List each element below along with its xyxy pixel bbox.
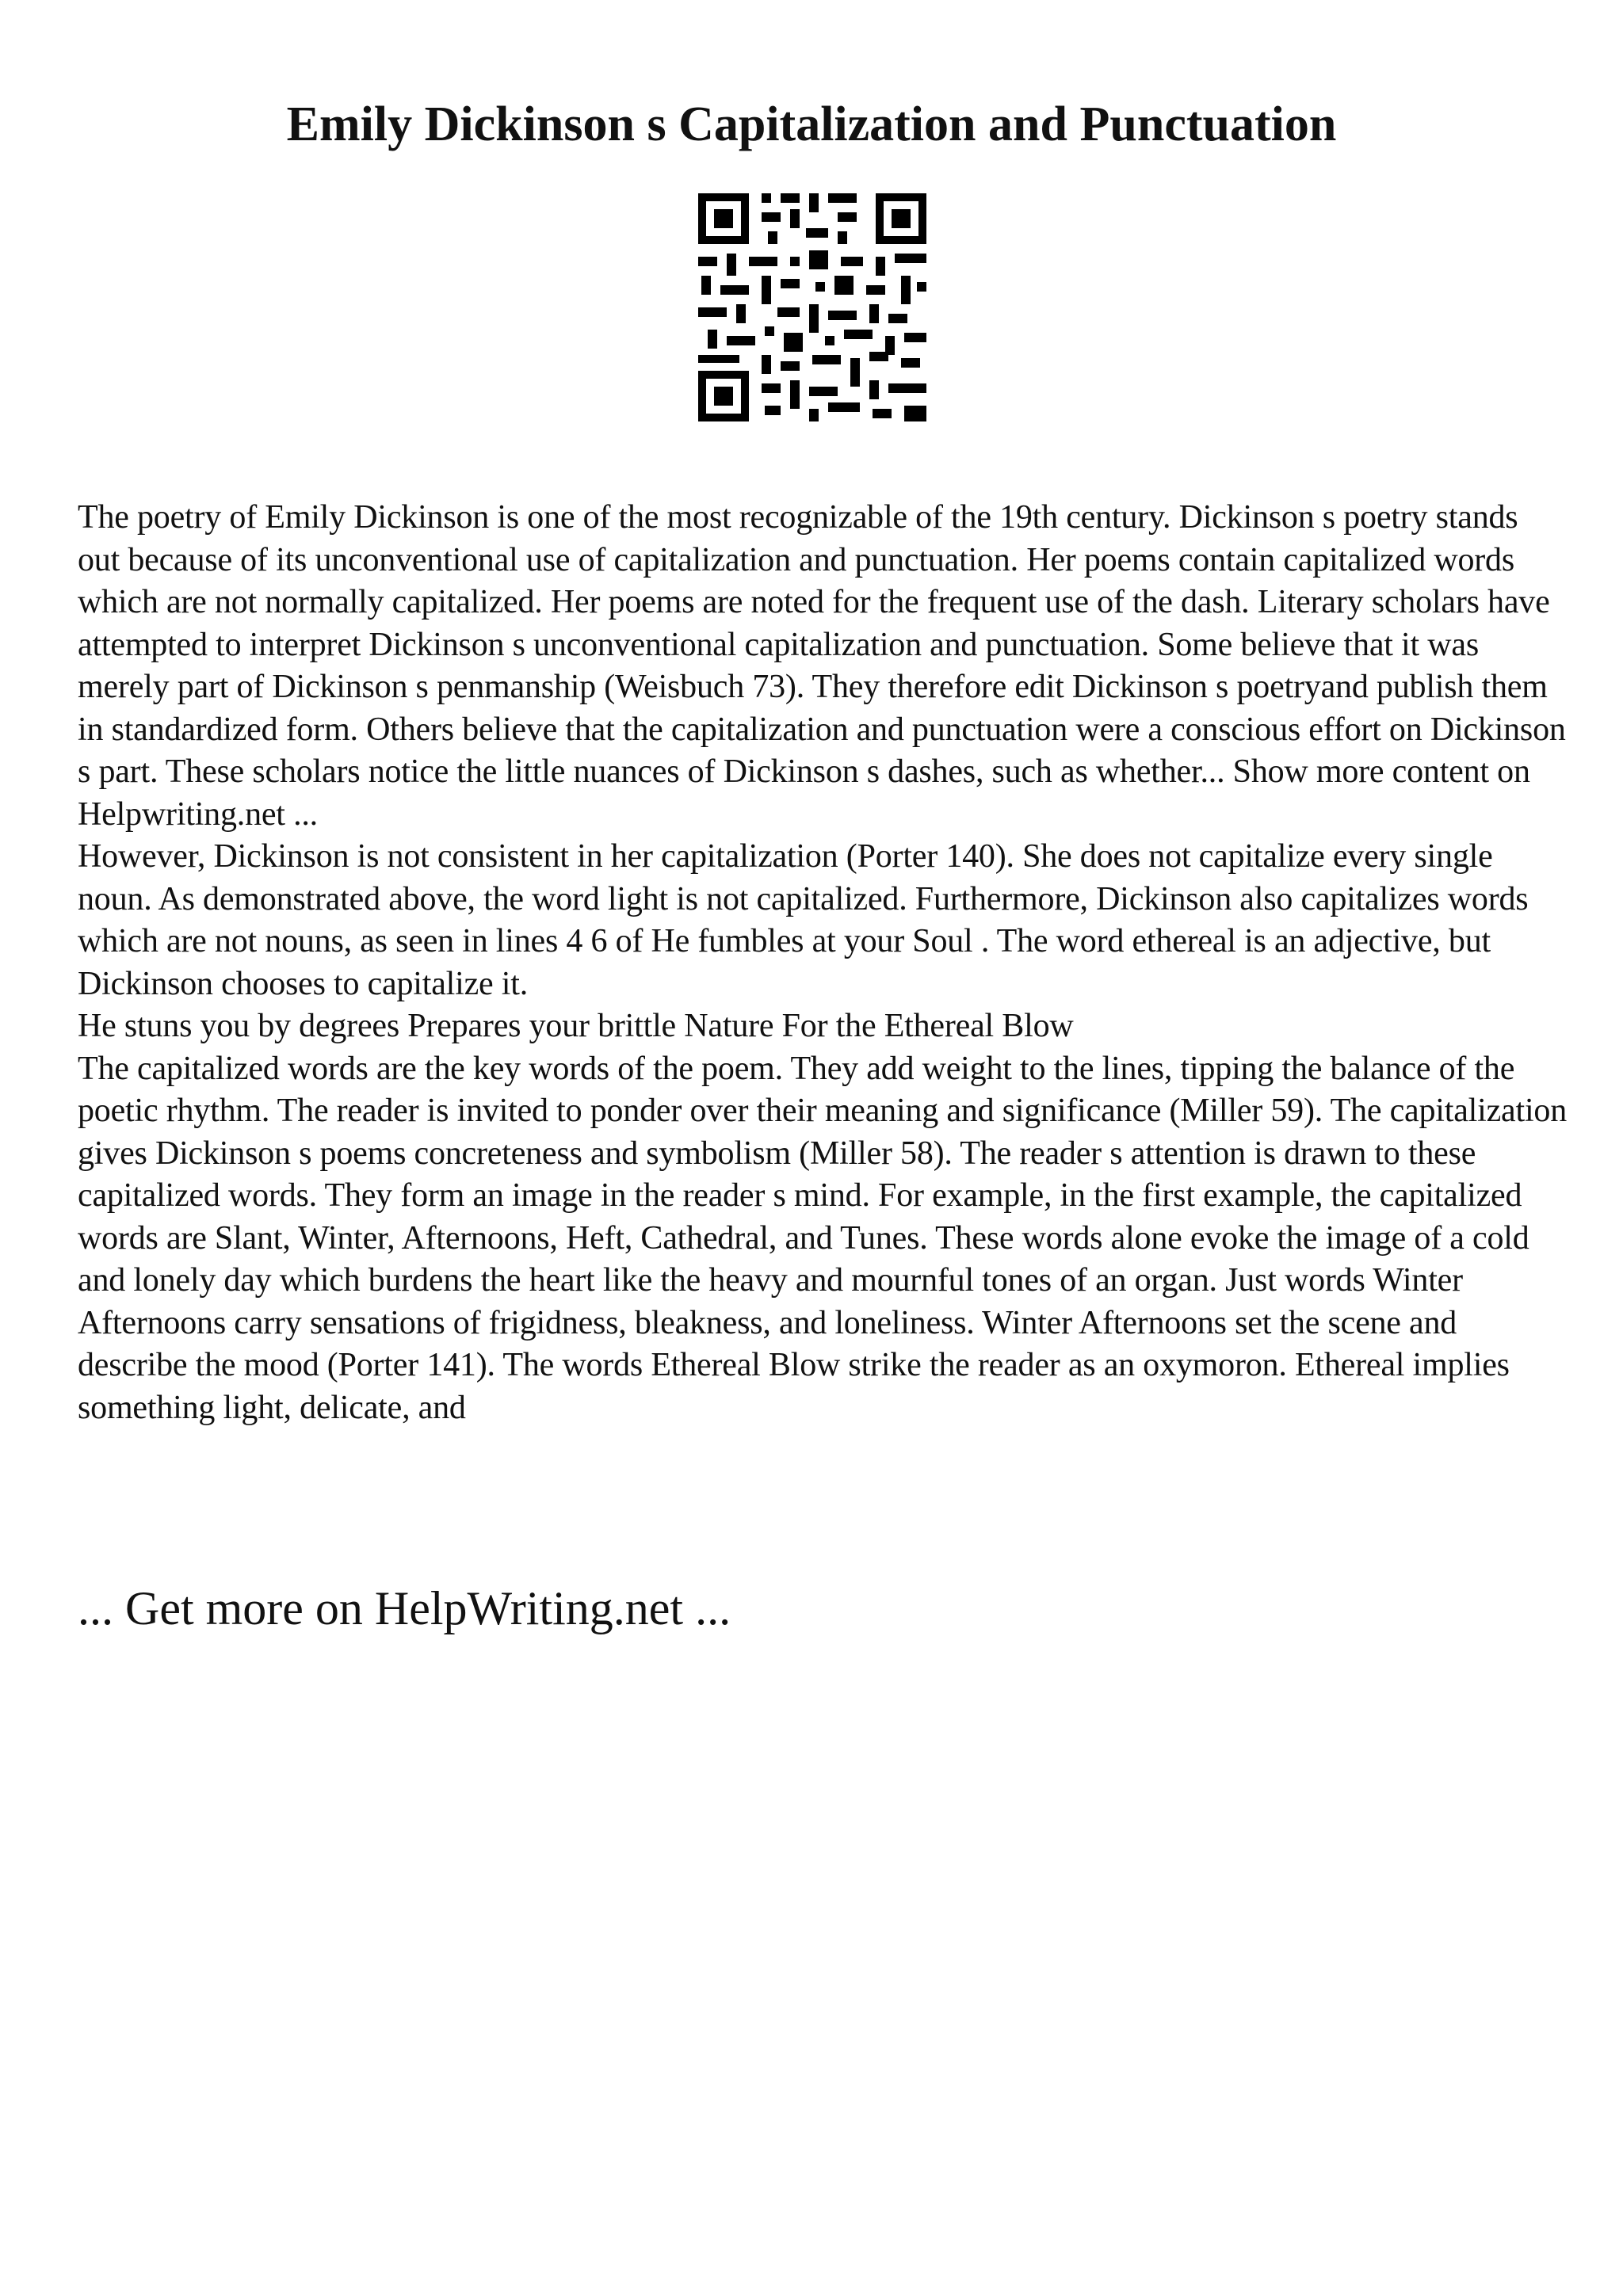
qr-code-icon [692,187,933,428]
document-body [78,497,1568,1429]
paragraph-consistency: However, Dickinson is not consistent in her capitalization (Porter 140). She does not capitalize every single noun. As demonstrated above, the word light is not capitalized. Furthermore, Dickinson also capitalizes words which are not nouns, as seen in lines 4 6 of He fumbles at your Soul . The word ethereal is an adjective, but Dickinson chooses to capitalize it. [78,838,1529,1002]
paragraph-intro: The poetry of Emily Dickinson is one of the most recognizable of the 19th century. Dickinson s poetry stands out because of its unconventional use of capitalization and punctuation. Her poems contain capitalized words which are not normally capitalized. Her poems are noted for the frequent use of the dash. Literary scholars have attempted to interpret Dickinson s unconventional capitalization and punctuation. Some believe that it was merely part of Dickinson s penmanship (Weisbuch 73). They therefore edit Dickinson s poetryand publish them in standardized form. Others believe that the capitalization and punctuation were a conscious effort on Dickinson s part. These scholars notice the little nuances of Dickinson s dashes, such as whether... Show more content on Helpwriting.net ... [78,499,1566,833]
paragraph-analysis: The capitalized words are the key words of the poem. They add weight to the lines, tipping the balance of the poetic rhythm. The reader is invited to ponder over their meaning and significance (Miller 59). The capitalization gives Dickinson s poems concreteness and symbolism (Miller 58). The reader s attention is drawn to these capitalized words. They form an image in the reader s mind. For example, in the first example, the capitalized words are Slant, Winter, Afternoons, Heft, Cathedral, and Tunes. These words alone evoke the image of a cold and lonely day which burdens the heart like the heavy and mournful tones of an organ. Just words Winter Afternoons carry sensations of frigidness, bleakness, and loneliness. Winter Afternoons set the scene and describe the mood (Porter 141). The words Ethereal Blow strike the reader as an oxymoron. Ethereal implies something light, delicate, and [78,1050,1568,1426]
document-title: Emily Dickinson s Capitalization and Punctuation [286,97,1337,151]
paragraph-poem-quote: He stuns you by degrees Prepares your brittle Nature For the Ethereal Blow [78,1008,1074,1044]
helpwriting-link[interactable]: ... Get more on HelpWriting.net ... [78,1582,731,1634]
qr-code-graphic [692,187,933,428]
